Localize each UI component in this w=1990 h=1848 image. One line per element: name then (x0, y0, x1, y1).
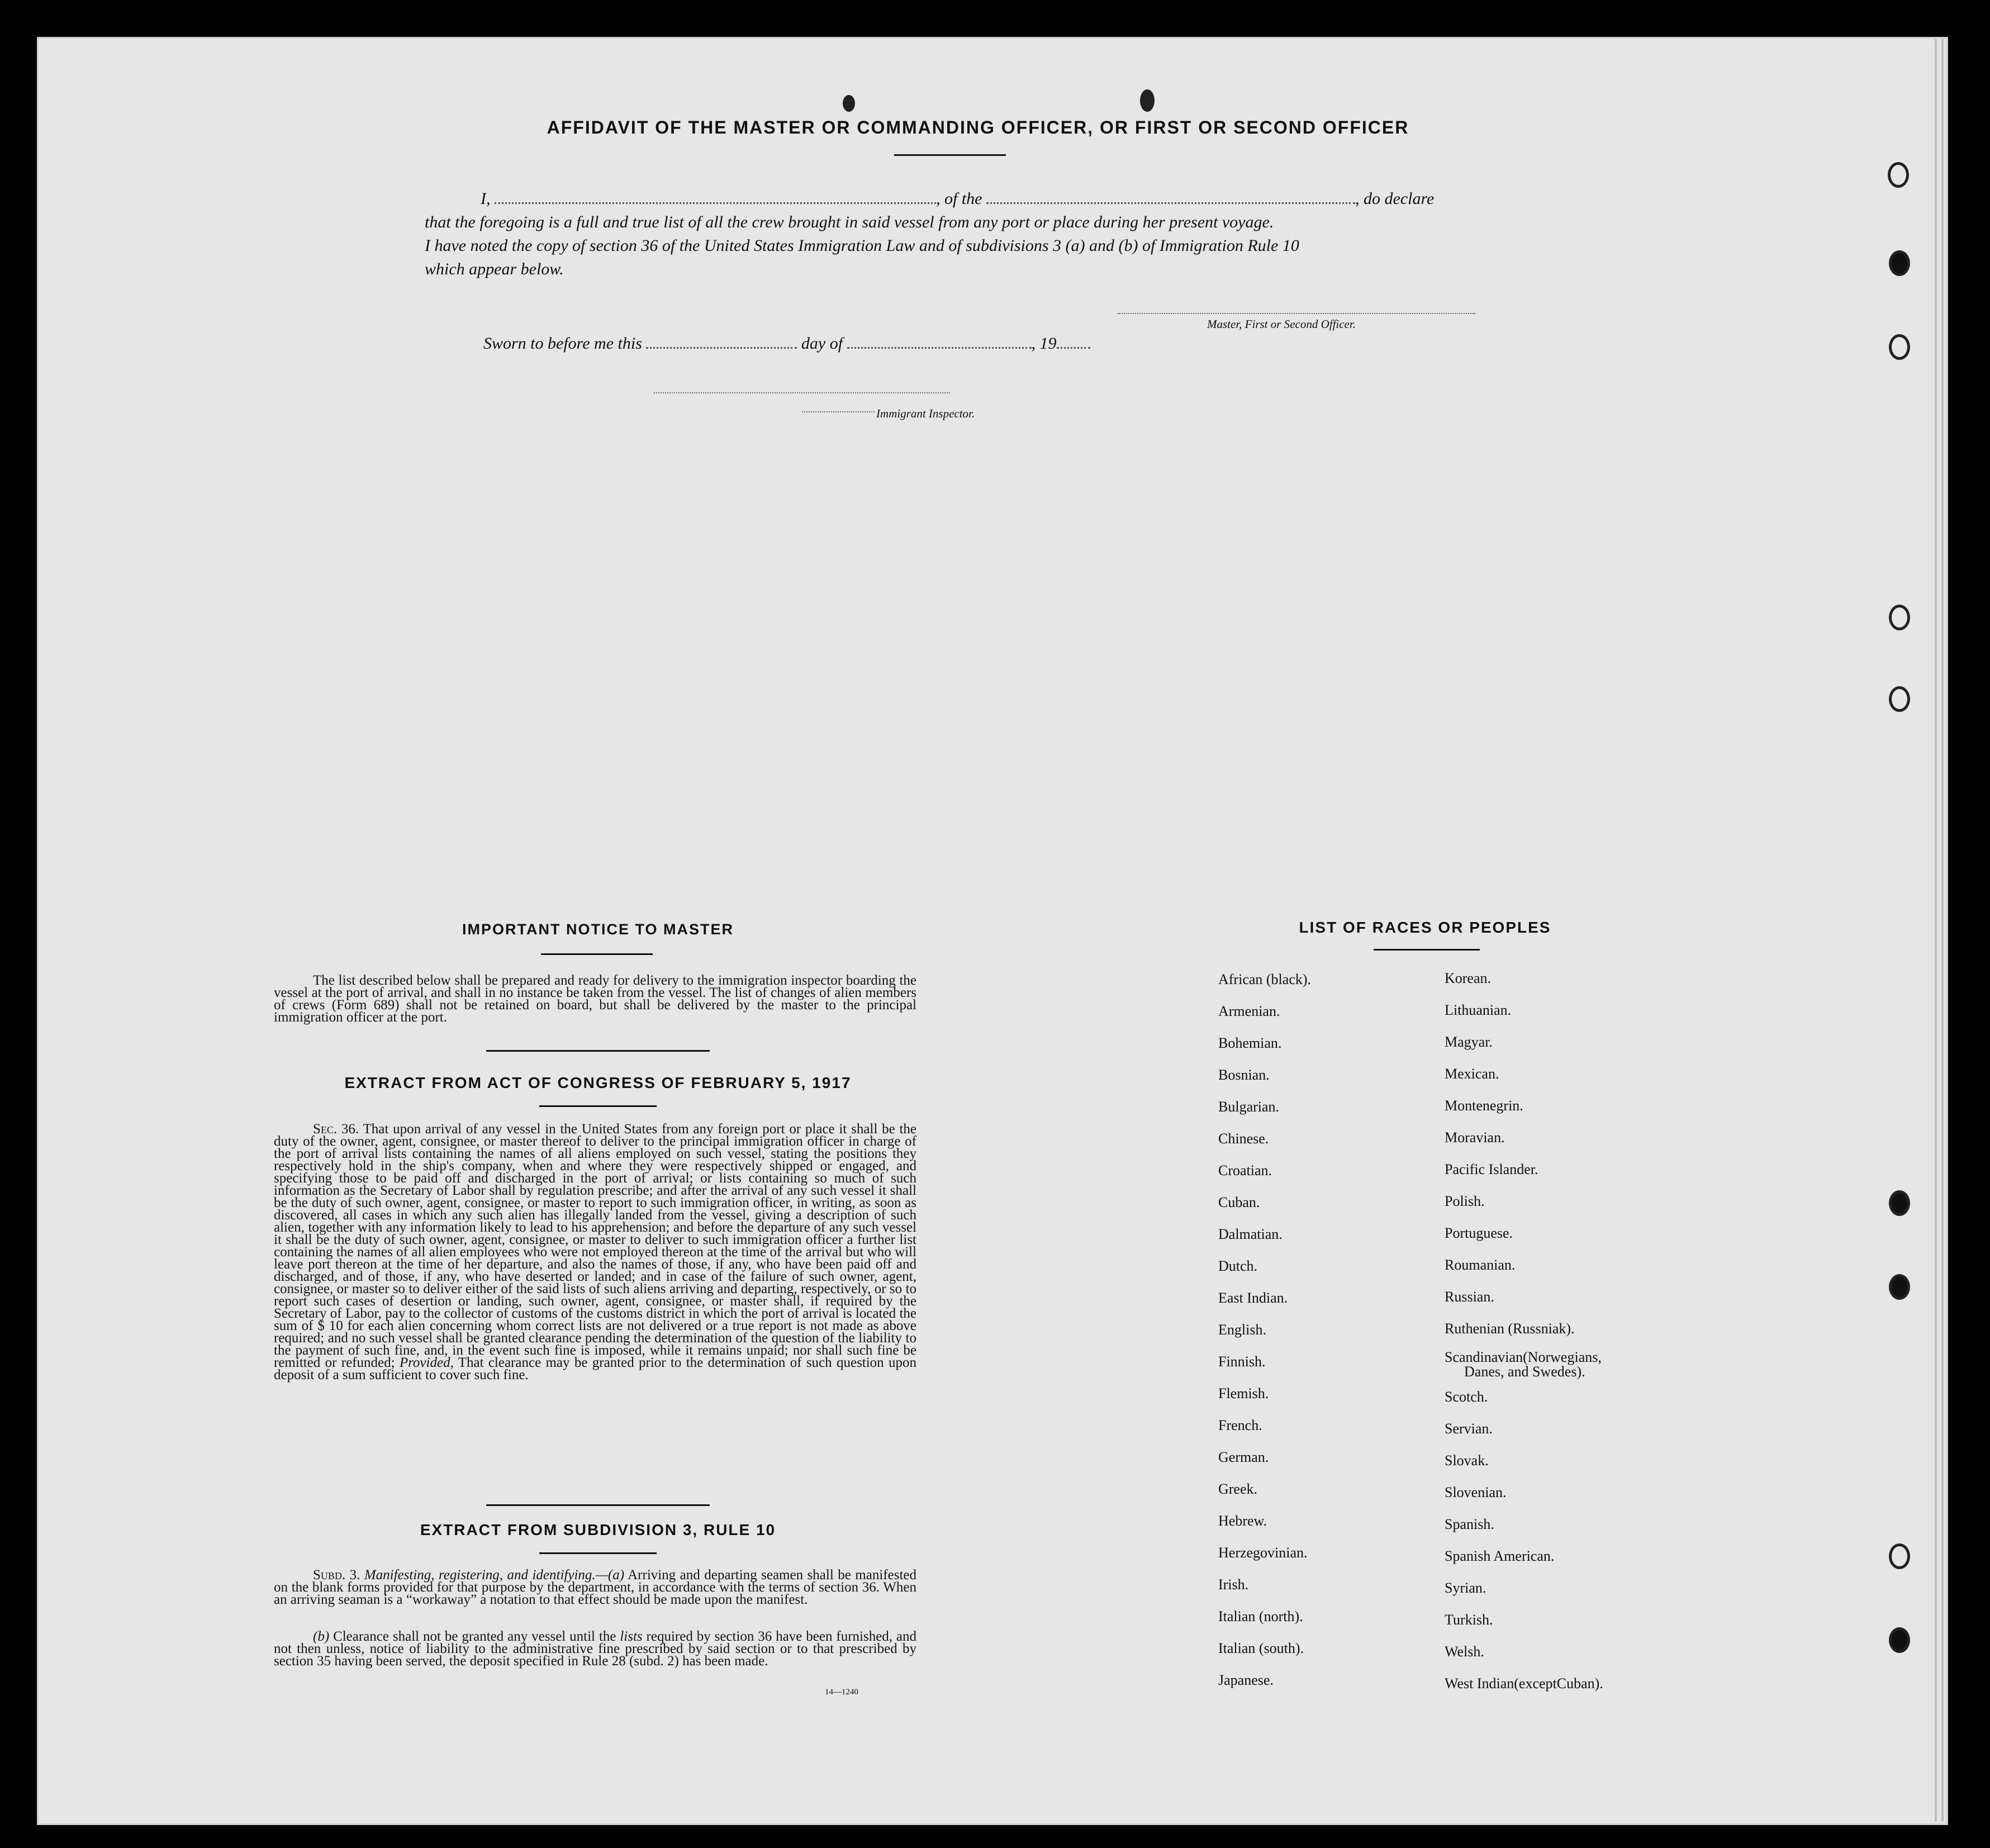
race-item: Slovak. (1445, 1452, 1489, 1469)
race-item: German. (1218, 1449, 1269, 1465)
race-item: Greek. (1218, 1481, 1258, 1497)
race-item: Ruthenian (Russniak). (1445, 1320, 1575, 1337)
declare-end: , do declare (1355, 189, 1435, 208)
race-item: Finnish. (1218, 1353, 1266, 1370)
declaration-line-4: which appear below. (425, 260, 564, 278)
race-item: Italian (south). (1218, 1640, 1304, 1656)
form-number: 14—1240 (825, 1688, 858, 1697)
race-item: Moravian. (1445, 1129, 1505, 1146)
race-item: Herzegovinian. (1218, 1545, 1308, 1561)
rule-extract-title: EXTRACT FROM SUBDIVISION 3, RULE 10 (420, 1521, 776, 1538)
race-item: Bohemian. (1218, 1035, 1282, 1051)
race-item: English. (1218, 1322, 1266, 1338)
declaration-line-2: that the foregoing is a full and true list of all the crew brought in said vessel from any port or place during her present voyage. (425, 213, 1274, 231)
ink-spot (1140, 89, 1155, 112)
race-item: Bosnian. (1218, 1067, 1270, 1083)
sworn-before: Sworn to before me this (483, 334, 642, 353)
subd-b-text-2: required by section 36 have been furnished, and not then unless, notice of liability to the administrative fine prescribed by said section or to that prescribed by section 35 having been served, the deposit specified in Rule 28 (subd. 2) has been made. (274, 1629, 917, 1669)
race-item: Roumanian. (1445, 1257, 1516, 1273)
race-item: Syrian. (1445, 1580, 1486, 1596)
race-item: East Indian. (1218, 1290, 1288, 1306)
declaration-block (425, 187, 1475, 281)
race-item: Slovenian. (1445, 1484, 1507, 1500)
race-item: Dalmatian. (1218, 1226, 1283, 1242)
punch-hole (1889, 1543, 1910, 1569)
race-item: Scotch. (1445, 1389, 1488, 1405)
punch-hole (1889, 334, 1910, 360)
inspector-signature-field[interactable] (654, 392, 950, 393)
race-item: Magyar. (1445, 1034, 1493, 1050)
subd-b-text-1: Clearance shall not be granted any vessel until the (333, 1629, 616, 1644)
inspector-label: Immigrant Inspector. (876, 407, 975, 420)
master-signature-field[interactable] (1118, 313, 1475, 314)
race-item: Turkish. (1445, 1612, 1493, 1628)
page-edge (1941, 39, 1944, 1822)
year-prefix: , 19 (1031, 334, 1057, 353)
race-item: Lithuanian. (1445, 1002, 1512, 1018)
subd-label: Subd. 3. (313, 1567, 360, 1583)
declare-i: I, (481, 189, 491, 208)
race-item: Portuguese. (1445, 1225, 1513, 1241)
race-item: Spanish American. (1445, 1548, 1555, 1564)
race-item: Scandinavian(Norwegians, (1445, 1349, 1602, 1365)
punch-hole (1889, 1274, 1910, 1300)
sworn-line (483, 334, 1090, 353)
race-item: Danes, and Swedes). (1464, 1364, 1585, 1380)
race-item: Armenian. (1218, 1003, 1280, 1019)
declare-of-the: , of the (936, 189, 982, 208)
sworn-year-field[interactable] (1057, 347, 1090, 349)
race-item: West Indian(exceptCuban). (1445, 1675, 1603, 1692)
ink-spot (843, 95, 855, 112)
master-signature-label: Master, First or Second Officer. (1207, 317, 1356, 331)
race-item: Croatian. (1218, 1162, 1272, 1179)
divider (486, 1504, 710, 1506)
race-item: Chinese. (1218, 1130, 1269, 1147)
punch-hole (1889, 686, 1910, 712)
name-field[interactable] (495, 202, 936, 204)
race-item: French. (1218, 1417, 1262, 1433)
affidavit-title: AFFIDAVIT OF THE MASTER OR COMMANDING OFFICER, OR FIRST OR SECOND OFFICER (547, 117, 1409, 137)
sworn-month-field[interactable] (847, 347, 1032, 349)
declaration-line-3: I have noted the copy of section 36 of the United States Immigration Law and of subdivisions 3 (a) and (b) of Immigration Rule 10 (425, 236, 1299, 255)
vessel-field[interactable] (986, 202, 1355, 204)
subd-a-label: —(a) (595, 1567, 625, 1583)
race-item: Montenegrin. (1445, 1098, 1523, 1114)
race-item: Pacific Islander. (1445, 1161, 1538, 1177)
race-item: Hebrew. (1218, 1513, 1267, 1529)
race-item: Cuban. (1218, 1194, 1260, 1210)
punch-hole (1889, 1190, 1910, 1216)
divider (486, 1050, 710, 1052)
divider (894, 154, 1006, 156)
race-item: Russian. (1445, 1289, 1494, 1305)
race-item: Servian. (1445, 1421, 1493, 1437)
day-of: day of (801, 334, 843, 353)
subd-title: Manifesting, registering, and identifying. (364, 1567, 596, 1583)
race-item: Spanish. (1445, 1516, 1494, 1532)
declaration-line-1 (425, 187, 1475, 211)
rule-subd-b (274, 1631, 916, 1668)
race-item: Korean. (1445, 970, 1492, 986)
punch-hole (1889, 605, 1910, 630)
race-item: Mexican. (1445, 1066, 1499, 1082)
section-36-body: That upon arrival of any vessel in the United States from any foreign port or place it shall be the duty of the owner, agent, consignee, or master thereof to deliver to the principal immigration officer in charge of the port of arrival lists containing the names of all aliens employed on such vessel, stating the positions they respectively hold in the ship's company, when and where they were respectively shipped or engaged, and specifying those to be paid off and discharged in the port of arrival; or lists containing so much of such information as the Secretary of Labor shall by regulation prescribe; and after the arrival of any such vessel it shall be the duty of such owner, agent, consignee, or master to report to such immigration officer, in writing, as soon as discovered, all cases in which any such alien has illegally landed from the vessel, giving a description of such alien, together with any information likely to lead to his apprehension; and before the departure of any such vessel it shall be the duty of such owner, agent, consignee, or master to deliver to such immigration officer a further list containing the names of all alien employees who were not employed thereon at the time of the arrival but who will leave port thereon at the time of her departure, and also the names of those, if any, who have been paid off and discharged, and of those, if any, who have deserted or landed; and in case of the failure of such owner, agent, consignee, or master so to deliver either of the said lists of such aliens arriving and departing, respectively, or so to report such cases of desertion or landing, such owner, agent, consignee, or master shall, if required by the Secretary of Labor, pay to the collector of customs of the customs district in which the port of arrival is located the sum of $ 10 for each alien concerning whom correct lists are not delivered or a true report is not made as above required; and no such vessel shall be granted clearance pending the determination of the question of the liability to the payment of such fine, and, in the event such fine is imposed, while it remains unpaid; nor shall such fine be remitted or refunded; (274, 1122, 916, 1370)
divider (541, 953, 653, 955)
notice-text: The list described below shall be prepared and ready for delivery to the immigration inspector boarding the vessel at the port of arrival, and shall in no instance be taken from the vessel. The list of changes of alien members of crews (Form 689) shall not be retained on board, but shall be delivered by the master to the principal immigration officer at the port. (274, 973, 916, 1025)
notice-title: IMPORTANT NOTICE TO MASTER (462, 921, 734, 938)
race-item: Welsh. (1445, 1643, 1484, 1660)
section-36-end: That clearance may be granted prior to the determination of such question upon deposit of a sum sufficient to cover such fine. (274, 1355, 916, 1383)
provided-label: Provided, (399, 1355, 454, 1370)
page-edge (1935, 39, 1937, 1822)
divider (1374, 949, 1480, 951)
divider (539, 1105, 657, 1107)
race-item: Bulgarian. (1218, 1099, 1280, 1115)
act-extract-text (274, 1123, 916, 1381)
subd-b-lists: lists (620, 1629, 643, 1644)
inspector-dots (802, 411, 875, 412)
race-item: Italian (north). (1218, 1608, 1303, 1624)
punch-hole (1889, 1627, 1910, 1653)
race-item: Irish. (1218, 1576, 1249, 1593)
race-item: African (black). (1218, 971, 1312, 987)
sworn-day-field[interactable] (646, 347, 797, 349)
divider (539, 1552, 657, 1554)
subd-b-label: (b) (313, 1629, 330, 1644)
punch-hole (1888, 162, 1909, 188)
punch-hole (1889, 250, 1910, 276)
rule-subd-a (274, 1569, 916, 1606)
race-item: Polish. (1445, 1193, 1485, 1209)
races-title: LIST OF RACES OR PEOPLES (1299, 919, 1551, 936)
act-extract-title: EXTRACT FROM ACT OF CONGRESS OF FEBRUARY 5, 1917 (344, 1074, 852, 1091)
subd-a-text: Arriving and departing seamen shall be manifested on the blank forms provided for that purpose by the department, in accordance with the terms of section 36. When an arriving seaman is a “workaway” a notation to that effect should be made upon the manifest. (274, 1567, 916, 1607)
section-label: Sec. 36. (313, 1122, 359, 1137)
race-item: Dutch. (1218, 1258, 1258, 1274)
race-item: Japanese. (1218, 1672, 1274, 1688)
race-item: Flemish. (1218, 1385, 1269, 1402)
